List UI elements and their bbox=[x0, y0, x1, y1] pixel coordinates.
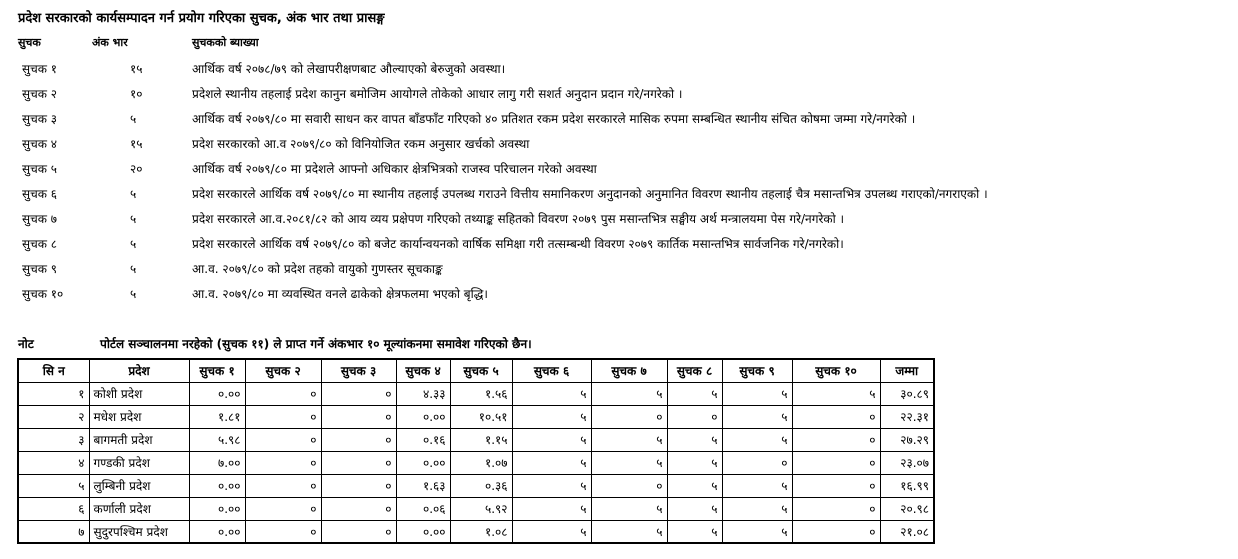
indicator-2-cell: ० bbox=[245, 382, 321, 405]
indicator-description: प्रदेशले स्थानीय तहलाई प्रदेश कानुन बमोजिम आयोगले तोकेको आधार लागु गरी सशर्त अनुदान प्रदान गरे/नगरेको । bbox=[192, 87, 683, 101]
indicator-9-cell: ५ bbox=[722, 474, 792, 497]
indicator-4-cell: ०.०० bbox=[396, 451, 450, 474]
indicator-row bbox=[0, 60, 1238, 82]
indicator-name: सुचक ९ bbox=[22, 262, 58, 276]
indicator-row bbox=[0, 260, 1238, 282]
table-header-cell: सुचक ८ bbox=[667, 359, 722, 382]
indicator-6-cell: ५ bbox=[512, 405, 591, 428]
province-name-cell: मधेश प्रदेश bbox=[89, 405, 189, 428]
indicator-name: सुचक ७ bbox=[22, 212, 58, 226]
province-name-cell: सुदुरपश्चिम प्रदेश bbox=[89, 520, 189, 543]
indicator-5-cell: १.०७ bbox=[450, 451, 512, 474]
serial-number-cell: ३ bbox=[18, 428, 89, 451]
indicator-row bbox=[0, 110, 1238, 132]
indicator-8-cell: ० bbox=[667, 405, 722, 428]
note-text: पोर्टल सञ्चालनमा नरहेको (सुचक ११) ले प्राप्त गर्ने अंकभार १० मूल्यांकनमा समावेश गरिएको छैन। bbox=[100, 337, 532, 351]
table-header-cell: सि न bbox=[18, 359, 89, 382]
indicator-4-cell: ४.३३ bbox=[396, 382, 450, 405]
indicator-description: आ.व. २०७९/८० मा व्यवस्थित वनले ढाकेको क्षेत्रफलमा भएको बृद्धि। bbox=[192, 287, 488, 301]
indicator-3-cell: ० bbox=[321, 474, 396, 497]
indicator-7-cell: ५ bbox=[591, 382, 667, 405]
indicator-weight: ५ bbox=[130, 112, 137, 126]
indicator-4-cell: ०.०० bbox=[396, 405, 450, 428]
indicator-row bbox=[0, 285, 1238, 307]
indicator-name: सुचक ५ bbox=[22, 162, 58, 176]
indicator-6-cell: ५ bbox=[512, 382, 591, 405]
indicator-4-cell: ०.०६ bbox=[396, 497, 450, 520]
table-header-cell: प्रदेश bbox=[89, 359, 189, 382]
indicator-description: आर्थिक वर्ष २०७९/८० मा सवारी साधन कर वापत बाँडफाँट गरिएको ४० प्रतिशत रकम प्रदेश सरकारले मासिक रुपमा सम्बन्धित स्थानीय संचित कोषमा जम्मा गरे/नगरेको । bbox=[192, 112, 916, 126]
indicator-6-cell: ५ bbox=[512, 497, 591, 520]
province-score-table bbox=[17, 358, 935, 544]
total-cell: ३०.८९ bbox=[880, 382, 934, 405]
indicator-1-cell: ०.०० bbox=[189, 497, 245, 520]
table-header-cell: सुचक ३ bbox=[321, 359, 396, 382]
indicator-3-cell: ० bbox=[321, 382, 396, 405]
province-name-cell: लुम्बिनी प्रदेश bbox=[89, 474, 189, 497]
indicator-8-cell: ५ bbox=[667, 520, 722, 543]
province-name-cell: कोशी प्रदेश bbox=[89, 382, 189, 405]
indicator-4-cell: ०.१६ bbox=[396, 428, 450, 451]
indicator-3-cell: ० bbox=[321, 428, 396, 451]
serial-number-cell: ६ bbox=[18, 497, 89, 520]
indicator-row bbox=[0, 160, 1238, 182]
indicator-3-cell: ० bbox=[321, 405, 396, 428]
table-row bbox=[18, 474, 934, 497]
table-header-cell: जम्मा bbox=[880, 359, 934, 382]
indicator-4-cell: ०.०० bbox=[396, 520, 450, 543]
indicator-1-cell: ०.०० bbox=[189, 520, 245, 543]
indicator-row bbox=[0, 185, 1238, 207]
indicator-9-cell: ५ bbox=[722, 428, 792, 451]
indicator-name: सुचक २ bbox=[22, 87, 58, 101]
indicator-7-cell: ५ bbox=[591, 428, 667, 451]
table-header-cell: सुचक ४ bbox=[396, 359, 450, 382]
indicator-name: सुचक १ bbox=[22, 62, 58, 76]
table-header-cell: सुचक ५ bbox=[450, 359, 512, 382]
indicator-1-cell: १.८१ bbox=[189, 405, 245, 428]
indicator-weight: ५ bbox=[130, 187, 137, 201]
indicator-10-cell: ० bbox=[792, 405, 880, 428]
indicator-2-cell: ० bbox=[245, 520, 321, 543]
indicator-7-cell: ० bbox=[591, 405, 667, 428]
indicator-4-cell: १.६३ bbox=[396, 474, 450, 497]
indicator-weight: ५ bbox=[130, 287, 137, 301]
indicator-5-cell: ५.९२ bbox=[450, 497, 512, 520]
table-row bbox=[18, 405, 934, 428]
indicator-weight: ५ bbox=[130, 237, 137, 251]
indicator-8-cell: ५ bbox=[667, 382, 722, 405]
indicator-5-cell: १.१५ bbox=[450, 428, 512, 451]
indicator-7-cell: ० bbox=[591, 474, 667, 497]
indicator-row bbox=[0, 235, 1238, 257]
serial-number-cell: ७ bbox=[18, 520, 89, 543]
indicator-5-cell: ०.३६ bbox=[450, 474, 512, 497]
indicator-7-cell: ५ bbox=[591, 451, 667, 474]
indicator-6-cell: ५ bbox=[512, 474, 591, 497]
table-header-cell: सुचक ६ bbox=[512, 359, 591, 382]
province-name-cell: बागमती प्रदेश bbox=[89, 428, 189, 451]
indicator-description: प्रदेश सरकारको आ.व २०७९/८० को विनियोजित रकम अनुसार खर्चको अवस्था bbox=[192, 137, 530, 151]
note-label: नोट bbox=[18, 337, 34, 351]
indicator-10-cell: ० bbox=[792, 520, 880, 543]
table-header-cell: सुचक ९ bbox=[722, 359, 792, 382]
table-row bbox=[18, 520, 934, 543]
indicator-6-cell: ५ bbox=[512, 520, 591, 543]
serial-number-cell: १ bbox=[18, 382, 89, 405]
page-title: प्रदेश सरकारको कार्यसम्पादन गर्न प्रयोग गरिएका सुचक, अंक भार तथा प्रासङ्ग bbox=[18, 11, 385, 26]
indicator-2-cell: ० bbox=[245, 474, 321, 497]
table-header-cell: सुचक २ bbox=[245, 359, 321, 382]
indicator-6-cell: ५ bbox=[512, 428, 591, 451]
table-body bbox=[18, 382, 934, 543]
table-row bbox=[18, 382, 934, 405]
indicator-description: प्रदेश सरकारले आ.व.२०८१/८२ को आय व्यय प्रक्षेपण गरिएको तथ्याङ्क सहितको विवरण २०७९ पुस मसान्तभित्र सङ्घीय अर्थ मन्त्रालयमा पेस गरे/नगरेको । bbox=[192, 212, 845, 226]
total-cell: २७.२९ bbox=[880, 428, 934, 451]
total-cell: २२.३१ bbox=[880, 405, 934, 428]
table-row bbox=[18, 451, 934, 474]
indicator-10-cell: ० bbox=[792, 428, 880, 451]
indicator-weight: ५ bbox=[130, 212, 137, 226]
indicator-2-cell: ० bbox=[245, 428, 321, 451]
indicator-description: प्रदेश सरकारले आर्थिक वर्ष २०७९/८० मा स्थानीय तहलाई उपलब्ध गराउने वित्तीय समानिकरण अनुदानको अनुमानित विवरण स्थानीय तहलाई चैत्र मसान्तभित्र उपलब्ध गराएको/नगराएको । bbox=[192, 187, 988, 201]
indicator-2-cell: ० bbox=[245, 497, 321, 520]
province-name-cell: कर्णाली प्रदेश bbox=[89, 497, 189, 520]
indicator-name: सुचक ४ bbox=[22, 137, 58, 151]
indicator-8-cell: ५ bbox=[667, 428, 722, 451]
indicator-description: आर्थिक वर्ष २०७९/८० मा प्रदेशले आफ्नो अधिकार क्षेत्रभित्रको राजस्व परिचालन गरेको अवस्था bbox=[192, 162, 597, 176]
description-column-header: सुचकको ब्याख्या bbox=[192, 36, 259, 49]
indicator-6-cell: ५ bbox=[512, 451, 591, 474]
indicator-2-cell: ० bbox=[245, 405, 321, 428]
indicator-9-cell: ५ bbox=[722, 405, 792, 428]
indicator-1-cell: ०.०० bbox=[189, 474, 245, 497]
indicator-7-cell: ५ bbox=[591, 520, 667, 543]
serial-number-cell: २ bbox=[18, 405, 89, 428]
province-name-cell: गण्डकी प्रदेश bbox=[89, 451, 189, 474]
indicator-name: सुचक १० bbox=[22, 287, 64, 301]
indicator-weight: १५ bbox=[130, 137, 143, 151]
indicator-2-cell: ० bbox=[245, 451, 321, 474]
table-header-row bbox=[18, 359, 934, 382]
table-row bbox=[18, 428, 934, 451]
indicator-3-cell: ० bbox=[321, 497, 396, 520]
indicator-8-cell: ५ bbox=[667, 474, 722, 497]
indicator-9-cell: ५ bbox=[722, 520, 792, 543]
indicator-column-header: सुचक bbox=[18, 36, 41, 49]
indicator-weight: १५ bbox=[130, 62, 143, 76]
indicator-row bbox=[0, 135, 1238, 157]
indicator-9-cell: ० bbox=[722, 451, 792, 474]
indicator-8-cell: ५ bbox=[667, 497, 722, 520]
total-cell: २१.०८ bbox=[880, 520, 934, 543]
total-cell: २३.०७ bbox=[880, 451, 934, 474]
indicator-name: सुचक ८ bbox=[22, 237, 58, 251]
indicator-10-cell: ० bbox=[792, 451, 880, 474]
indicator-7-cell: ५ bbox=[591, 497, 667, 520]
indicator-description: प्रदेश सरकारले आर्थिक वर्ष २०७९/८० को बजेट कार्यान्वयनको वार्षिक समिक्षा गरी तत्सम्बन्धी विवरण २०७९ कार्तिक मसान्तभित्र सार्वजनिक गरे/नगरेको। bbox=[192, 237, 844, 251]
indicator-10-cell: ५ bbox=[792, 382, 880, 405]
indicator-10-cell: ० bbox=[792, 474, 880, 497]
indicator-row bbox=[0, 85, 1238, 107]
indicator-weight: ५ bbox=[130, 262, 137, 276]
indicator-9-cell: ५ bbox=[722, 382, 792, 405]
indicator-1-cell: ०.०० bbox=[189, 382, 245, 405]
indicator-8-cell: ५ bbox=[667, 451, 722, 474]
total-cell: १६.९९ bbox=[880, 474, 934, 497]
indicator-description: आ.व. २०७९/८० को प्रदेश तहको वायुको गुणस्तर सूचकाङ्क bbox=[192, 262, 443, 276]
table-header-cell: सुचक ७ bbox=[591, 359, 667, 382]
indicator-1-cell: ५.९८ bbox=[189, 428, 245, 451]
indicator-description: आर्थिक वर्ष २०७८/७९ को लेखापरीक्षणबाट औल्याएको बेरुजुको अवस्था। bbox=[192, 62, 506, 76]
indicator-row bbox=[0, 210, 1238, 232]
table-header-cell: सुचक १० bbox=[792, 359, 880, 382]
table-row bbox=[18, 497, 934, 520]
indicator-5-cell: १.०८ bbox=[450, 520, 512, 543]
indicator-weight: २० bbox=[130, 162, 143, 176]
serial-number-cell: ५ bbox=[18, 474, 89, 497]
indicator-weight: १० bbox=[130, 87, 143, 101]
indicator-name: सुचक ३ bbox=[22, 112, 58, 126]
indicator-name: सुचक ६ bbox=[22, 187, 58, 201]
indicator-1-cell: ७.०० bbox=[189, 451, 245, 474]
indicator-5-cell: १०.५१ bbox=[450, 405, 512, 428]
indicator-5-cell: १.५६ bbox=[450, 382, 512, 405]
indicator-9-cell: ५ bbox=[722, 497, 792, 520]
indicator-3-cell: ० bbox=[321, 451, 396, 474]
serial-number-cell: ४ bbox=[18, 451, 89, 474]
total-cell: २०.९८ bbox=[880, 497, 934, 520]
indicator-3-cell: ० bbox=[321, 520, 396, 543]
indicator-10-cell: ० bbox=[792, 497, 880, 520]
weight-column-header: अंक भार bbox=[92, 36, 128, 49]
table-header-cell: सुचक १ bbox=[189, 359, 245, 382]
